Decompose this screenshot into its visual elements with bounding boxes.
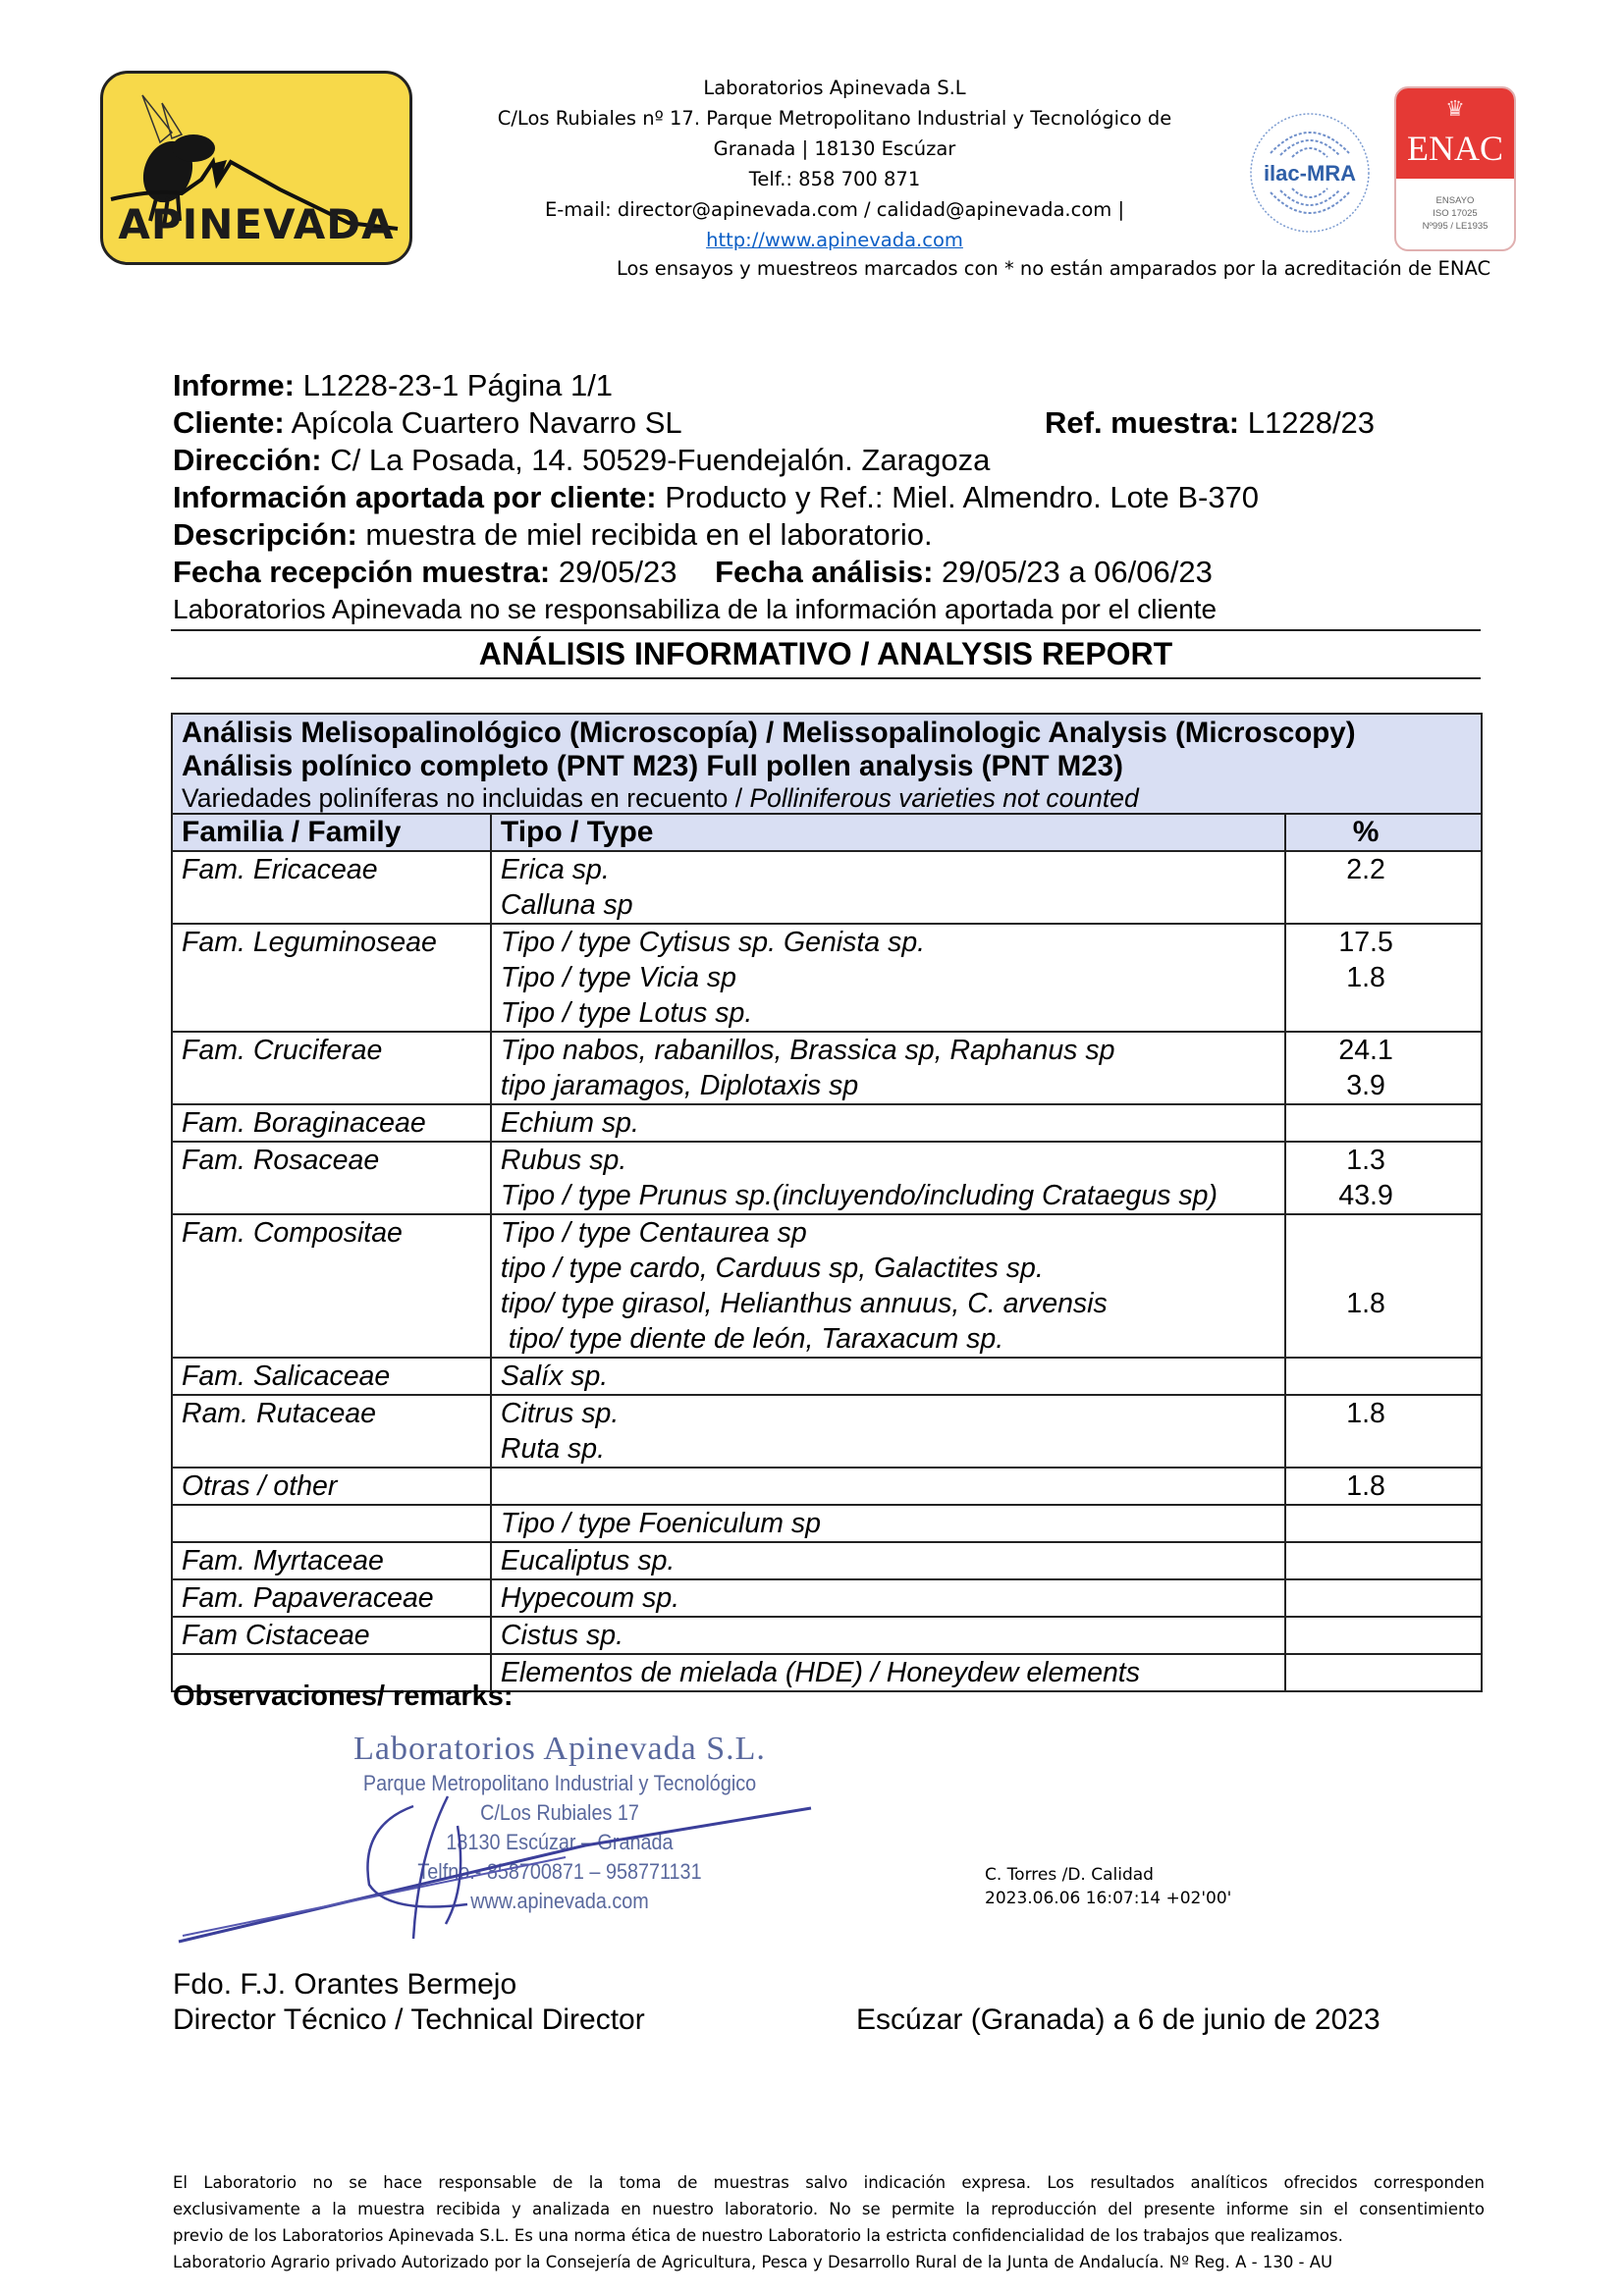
- percent-cell: [1285, 1104, 1482, 1142]
- percent-cell: [1285, 924, 1482, 1032]
- crown-icon: ♛: [1445, 96, 1465, 121]
- digital-signer: C. Torres /D. Calidad: [985, 1865, 1154, 1885]
- pollen-type: Hypecoum sp.: [500, 1582, 680, 1614]
- table-row: [172, 1032, 1482, 1104]
- table-row: [172, 924, 1482, 1032]
- pollen-type: Rubus sp.: [500, 1145, 627, 1176]
- family-cell: Fam Cistaceae: [172, 1617, 491, 1654]
- family-cell: Ram. Rutaceae: [172, 1395, 491, 1468]
- signatory: [173, 1967, 645, 2038]
- table-row: [172, 851, 1482, 924]
- percent-cell: [1285, 1617, 1482, 1654]
- table-note-es: Variedades poliníferas no incluidas en recuento /: [182, 783, 750, 813]
- percent-cell: [1285, 1579, 1482, 1617]
- client-info-disclaimer: Laboratorios Apinevada no se responsabiliza de la información aportada por el cliente: [173, 594, 1218, 624]
- type-cell: [491, 851, 1285, 924]
- pollen-type: Elementos de mielada (HDE) / Honeydew elements: [500, 1657, 1140, 1688]
- percent-value: [1286, 887, 1445, 923]
- family-cell: [172, 1505, 491, 1542]
- pollen-analysis-table: [171, 713, 1483, 1692]
- lab-email[interactable]: E-mail: director@apinevada.com / calidad@apinevada.com |: [544, 198, 1125, 221]
- pollen-type: Cistus sp.: [500, 1620, 624, 1651]
- report-title: ANÁLISIS INFORMATIVO / ANALYSIS REPORT: [478, 636, 1173, 671]
- ilac-label: ilac-MRA: [1263, 161, 1357, 186]
- type-cell: [491, 1358, 1285, 1395]
- percent-value: 3.9: [1346, 1070, 1385, 1101]
- percent-value: [1286, 1321, 1445, 1357]
- info-cliente-label: Información aportada por cliente:: [173, 480, 657, 514]
- direccion-label: Dirección:: [173, 443, 322, 477]
- column-header-row: [172, 814, 1482, 851]
- family-cell: Fam. Cruciferae: [172, 1032, 491, 1104]
- type-cell: [491, 1395, 1285, 1468]
- footer-line: previo de los Laboratorios Apinevada S.L. Es una norma ética de nuestro Laboratorio la estricta confidencialidad de los trabajos que realizamos.: [173, 2226, 1343, 2245]
- pollen-type: Tipo / type Cytisus sp. Genista sp.: [500, 927, 926, 958]
- enac-line: Nº995 / LE1935: [1422, 221, 1489, 232]
- percent-value: [1286, 1655, 1445, 1690]
- percent-value: [1286, 1105, 1445, 1141]
- percent-cell: [1285, 1654, 1482, 1691]
- family-cell: Fam. Papaveraceae: [172, 1579, 491, 1617]
- stamp-line: Telfno.- 858700871 – 958771131: [417, 1859, 702, 1884]
- pollen-type: Tipo / type Vicia sp: [500, 962, 736, 993]
- table-row: [172, 1542, 1482, 1579]
- family-cell: Fam. Salicaceae: [172, 1358, 491, 1395]
- family-cell: Fam. Myrtaceae: [172, 1542, 491, 1579]
- type-cell: [491, 1104, 1285, 1142]
- percent-value: 1.8: [1346, 1470, 1385, 1502]
- stamp-line: 18130 Escúzar – Granada: [446, 1830, 674, 1854]
- percent-value: 1.3: [1346, 1145, 1385, 1176]
- lab-name: Laboratorios Apinevada S.L: [703, 77, 966, 99]
- stamp-line: Laboratorios Apinevada S.L.: [353, 1731, 766, 1767]
- direccion-row: [173, 442, 1489, 479]
- type-cell: [491, 1142, 1285, 1214]
- informe-value: L1228-23-1 Página 1/1: [302, 368, 614, 402]
- lab-phone: Telf.: 858 700 871: [748, 168, 921, 190]
- percent-value: 1.8: [1346, 962, 1385, 993]
- family-cell: Fam. Compositae: [172, 1214, 491, 1358]
- table-title-1: Análisis Melisopalinológico (Microscopía) / Melissopalinologic Analysis (Microscopy): [182, 717, 1356, 749]
- table-row: [172, 1395, 1482, 1468]
- legal-footer: [173, 2169, 1485, 2275]
- percent-cell: [1285, 851, 1482, 924]
- informe-row: [173, 367, 1489, 404]
- footer-line: Laboratorio Agrario privado Autorizado por la Consejería de Agricultura, Pesca y Desarrollo Rural de la Junta de Andalucía. Nº Reg. A - 130 - AU: [173, 2253, 1333, 2271]
- col-header-family: Familia / Family: [172, 814, 491, 851]
- table-row: [172, 1505, 1482, 1542]
- percent-value: [1286, 1251, 1445, 1286]
- digital-timestamp: 2023.06.06 16:07:14 +02'00': [985, 1889, 1232, 1908]
- percent-cell: [1285, 1142, 1482, 1214]
- cliente-label: Cliente:: [173, 405, 285, 440]
- percent-value: [1286, 1543, 1445, 1578]
- type-cell: [491, 1579, 1285, 1617]
- cliente-row: [173, 404, 1489, 442]
- ilac-rings-icon: [1247, 110, 1373, 236]
- lab-address: C/Los Rubiales nº 17. Parque Metropolitano Industrial y Tecnológico de: [497, 107, 1172, 130]
- type-cell: [491, 924, 1285, 1032]
- enac-line: ISO 17025: [1433, 208, 1478, 219]
- type-cell: [491, 1214, 1285, 1358]
- pollen-type: Eucaliptus sp.: [500, 1545, 676, 1576]
- percent-value: [1286, 1506, 1445, 1541]
- type-cell: [491, 1617, 1285, 1654]
- stamp-line: Parque Metropolitano Industrial y Tecnológico: [362, 1771, 757, 1795]
- stamp-line: www.apinevada.com: [470, 1889, 649, 1913]
- pollen-type: tipo/ type diente de león, Taraxacum sp.: [500, 1323, 1004, 1355]
- percent-value: 24.1: [1338, 1035, 1393, 1066]
- footer-line: exclusivamente a la muestra recibida y analizada en nuestro laboratorio. No se permite la reproducción del presente informe sin el consentimiento: [173, 2200, 1485, 2218]
- signatory-title: Director Técnico / Technical Director: [173, 2003, 645, 2036]
- digital-signature: [985, 1863, 1231, 1910]
- pollen-type: tipo / type cardo, Carduus sp, Galactites sp.: [500, 1253, 1044, 1284]
- percent-cell: [1285, 1032, 1482, 1104]
- pollen-type: Calluna sp: [500, 889, 633, 921]
- table-title-2: Análisis polínico completo (PNT M23) Full pollen analysis (PNT M23): [182, 750, 1123, 782]
- fecha-recepcion-label: Fecha recepción muestra:: [173, 555, 551, 589]
- percent-cell: [1285, 1542, 1482, 1579]
- ref-label: Ref. muestra:: [1045, 405, 1240, 440]
- pollen-type: tipo jaramagos, Diplotaxis sp: [500, 1070, 859, 1101]
- lab-contact-block: [461, 73, 1208, 255]
- table-row: [172, 1579, 1482, 1617]
- percent-value: [1286, 1618, 1445, 1653]
- ref-muestra: [1045, 404, 1375, 442]
- pollen-type: Tipo / type Prunus sp.(incluyendo/including Crataegus sp): [500, 1180, 1218, 1211]
- pollen-type: Tipo / type Centaurea sp: [500, 1217, 807, 1249]
- place-date: Escúzar (Granada) a 6 de junio de 2023: [856, 2003, 1380, 2036]
- descripcion-row: [173, 516, 1489, 554]
- type-cell: [491, 1505, 1285, 1542]
- table-note-en: Polliniferous varieties not counted: [749, 783, 1139, 813]
- type-cell: [491, 1654, 1285, 1691]
- direccion-value: C/ La Posada, 14. 50529-Fuendejalón. Zaragoza: [330, 443, 991, 477]
- family-cell: Fam. Rosaceae: [172, 1142, 491, 1214]
- pollen-type: Citrus sp.: [500, 1398, 620, 1429]
- type-cell: [491, 1468, 1285, 1505]
- fecha-analisis-value: 29/05/23 a 06/06/23: [942, 555, 1213, 589]
- pollen-type: Ruta sp.: [500, 1433, 606, 1465]
- percent-value: [1286, 1580, 1445, 1616]
- enac-logo: [1394, 86, 1516, 251]
- info-cliente-value: Producto y Ref.: Miel. Almendro. Lote B-370: [665, 480, 1260, 514]
- divider: [171, 629, 1481, 631]
- table-row: [172, 1214, 1482, 1358]
- enac-line: ENSAYO: [1435, 195, 1475, 206]
- pollen-type: Tipo nabos, rabanillos, Brassica sp, Raphanus sp: [500, 1035, 1115, 1066]
- pollen-type: Echium sp.: [500, 1107, 639, 1139]
- percent-cell: [1285, 1358, 1482, 1395]
- percent-cell: [1285, 1505, 1482, 1542]
- handwritten-signature-icon: [173, 1767, 821, 1963]
- family-cell: Fam. Ericaceae: [172, 851, 491, 924]
- logo-box: [100, 71, 412, 265]
- percent-cell: [1285, 1395, 1482, 1468]
- type-cell: [491, 1032, 1285, 1104]
- percent-value: 1.8: [1346, 1398, 1385, 1429]
- percent-value: 2.2: [1346, 854, 1385, 885]
- pollen-type: Tipo / type Foeniculum sp: [500, 1508, 821, 1539]
- stamp-line: C/Los Rubiales 17: [480, 1800, 639, 1825]
- percent-value: [1286, 1359, 1445, 1394]
- table-row: [172, 1468, 1482, 1505]
- logo-text: APINEVADA: [118, 200, 395, 248]
- ilac-mra-logo: [1247, 110, 1373, 236]
- info-cliente-row: [173, 479, 1489, 516]
- table-title-cell: [172, 714, 1482, 814]
- divider: [171, 677, 1481, 679]
- pollen-type: [501, 1468, 1284, 1504]
- table-note: [182, 783, 1481, 813]
- percent-cell: [1285, 1468, 1482, 1505]
- percent-value: 1.8: [1346, 1288, 1385, 1319]
- table-body: [172, 851, 1482, 1691]
- ref-value: L1228/23: [1247, 405, 1376, 440]
- observations-label: Observaciones/ remarks:: [173, 1681, 514, 1712]
- apinevada-logo: [96, 71, 416, 267]
- fecha-recepcion-value: 29/05/23: [558, 555, 677, 589]
- percent-value: [1286, 1215, 1445, 1251]
- lab-website-link[interactable]: http://www.apinevada.com: [706, 229, 963, 251]
- enac-accreditation-note: Los ensayos y muestreos marcados con * no están amparados por la acreditación de ENAC: [617, 257, 1491, 280]
- percent-value: 17.5: [1338, 927, 1393, 958]
- family-cell: Fam. Leguminoseae: [172, 924, 491, 1032]
- family-cell: Fam. Boraginaceae: [172, 1104, 491, 1142]
- cliente-value: Apícola Cuartero Navarro SL: [291, 405, 682, 440]
- descripcion-label: Descripción:: [173, 517, 357, 552]
- footer-line: El Laboratorio no se hace responsable de la toma de muestras salvo indicación expresa. Los resultados analíticos ofrecidos corresponden: [173, 2173, 1485, 2192]
- table-row: [172, 1358, 1482, 1395]
- pollen-type: tipo/ type girasol, Helianthus annuus, C. arvensis: [500, 1288, 1108, 1319]
- col-header-percent: %: [1285, 814, 1482, 851]
- table-row: [172, 1142, 1482, 1214]
- type-cell: [491, 1542, 1285, 1579]
- family-cell: Otras / other: [172, 1468, 491, 1505]
- lab-city: Granada | 18130 Escúzar: [713, 137, 956, 160]
- table-row: [172, 1104, 1482, 1142]
- col-header-type: Tipo / Type: [491, 814, 1285, 851]
- table-row: [172, 1617, 1482, 1654]
- fechas-row: [173, 554, 1489, 591]
- pollen-type: Erica sp.: [500, 854, 610, 885]
- pollen-type: Tipo / type Lotus sp.: [500, 997, 753, 1029]
- pollen-type: Salíx sp.: [500, 1361, 609, 1392]
- signatory-name: Fdo. F.J. Orantes Bermejo: [173, 1968, 517, 2001]
- percent-cell: [1285, 1214, 1482, 1358]
- percent-value: [1286, 995, 1445, 1031]
- report-info: [173, 367, 1489, 628]
- percent-value: [1286, 1431, 1445, 1467]
- enac-word: ENAC: [1407, 129, 1503, 168]
- descripcion-value: muestra de miel recibida en el laboratorio.: [365, 517, 933, 552]
- informe-label: Informe:: [173, 368, 295, 402]
- percent-value: 43.9: [1338, 1180, 1393, 1211]
- fecha-analisis-label: Fecha análisis:: [715, 555, 934, 589]
